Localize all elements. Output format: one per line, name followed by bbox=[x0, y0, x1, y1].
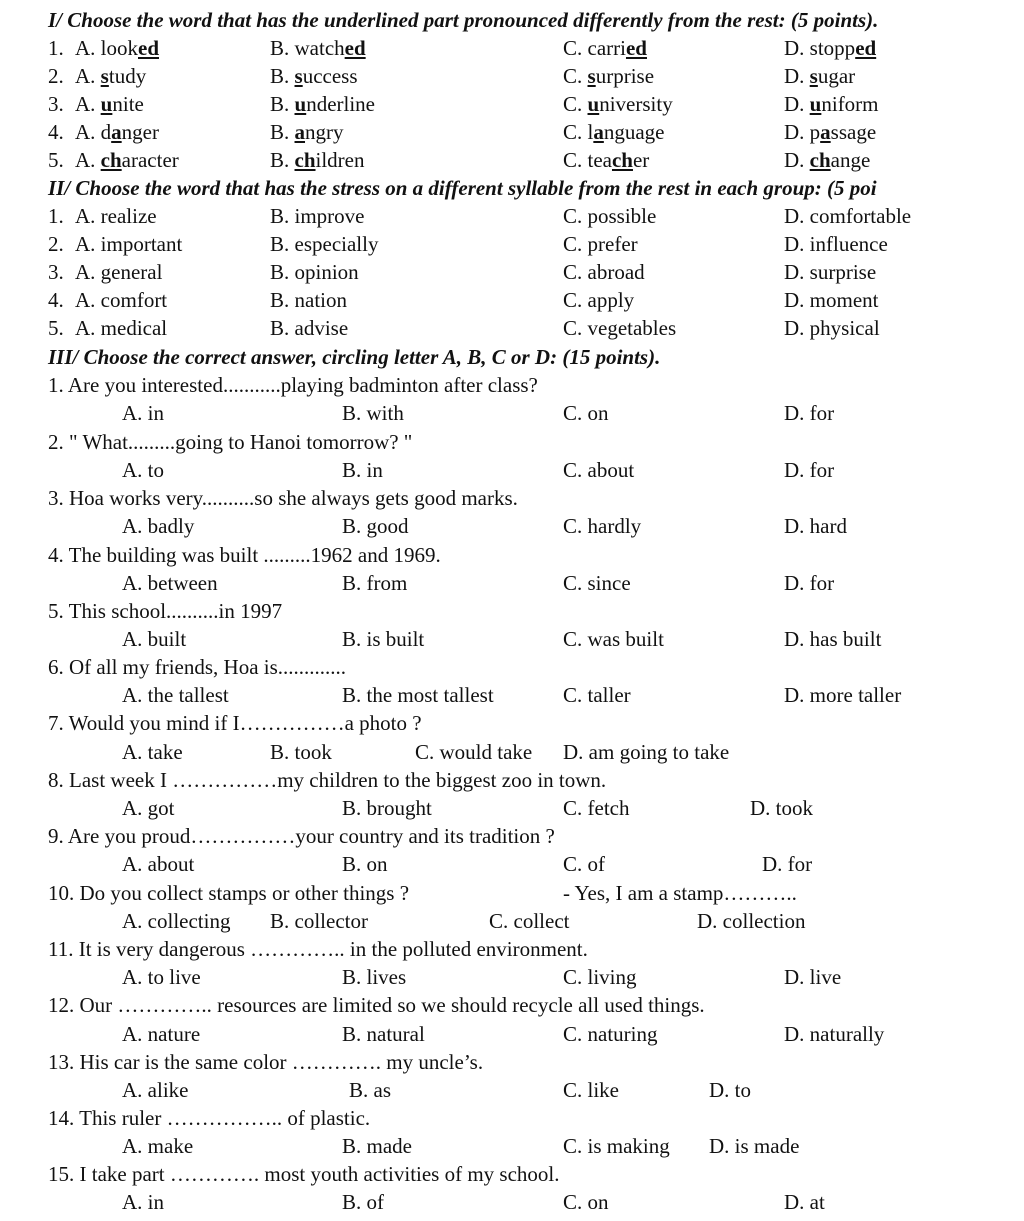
underlined-part: ed bbox=[138, 36, 159, 60]
underlined-part: s bbox=[809, 64, 818, 88]
question-15-options bbox=[0, 1188, 1024, 1216]
option-d: D. for bbox=[762, 852, 813, 876]
option-d: D. live bbox=[784, 965, 842, 989]
option-d: D. physical bbox=[784, 316, 880, 340]
underlined-part: ed bbox=[625, 36, 647, 60]
question-text: 8. Last week I ……………my children to the biggest zoo in town. bbox=[48, 768, 607, 792]
item-number: 2. bbox=[48, 64, 64, 88]
option-b: B. of bbox=[342, 1190, 384, 1214]
question-text: 9. Are you proud……………your country and its tradition ? bbox=[48, 824, 555, 848]
item-number: 4. bbox=[48, 288, 64, 312]
option-b: B. made bbox=[342, 1134, 412, 1158]
option-d: D. for bbox=[784, 458, 835, 482]
option-c: C. university bbox=[563, 92, 673, 116]
underlined-part: ch bbox=[294, 148, 316, 172]
underlined-part: ch bbox=[611, 148, 633, 172]
question-9-options bbox=[0, 850, 1024, 878]
option-d: D. hard bbox=[784, 514, 847, 538]
option-a: A. looked bbox=[75, 36, 159, 60]
option-c: C. on bbox=[563, 401, 609, 425]
underlined-part: ed bbox=[855, 36, 877, 60]
option-d: D. for bbox=[784, 571, 835, 595]
option-d: D. influence bbox=[784, 232, 888, 256]
question-text: 3. Hoa works very..........so she always gets good marks. bbox=[48, 486, 518, 510]
question-text: 6. Of all my friends, Hoa is............. bbox=[48, 655, 347, 679]
item-number: 3. bbox=[48, 260, 64, 284]
option-a: A. about bbox=[122, 852, 195, 876]
item-number: 2. bbox=[48, 232, 64, 256]
option-a: A. in bbox=[122, 1190, 164, 1214]
question-11-options bbox=[0, 963, 1024, 991]
section-2-row-2 bbox=[0, 230, 1024, 258]
option-d: D. is made bbox=[709, 1134, 800, 1158]
item-number: 4. bbox=[48, 120, 64, 144]
section-1-row-4 bbox=[0, 118, 1024, 146]
question-text: 12. Our ………….. resources are limited so we should recycle all used things. bbox=[48, 993, 705, 1017]
question-14 bbox=[0, 1104, 1024, 1132]
question-1 bbox=[0, 371, 1024, 399]
option-b: B. advise bbox=[270, 316, 349, 340]
option-c: C. since bbox=[563, 571, 631, 595]
section-2-row-1 bbox=[0, 202, 1024, 230]
option-b: B. is built bbox=[342, 627, 425, 651]
option-b: B. with bbox=[342, 401, 404, 425]
question-text: 5. This school..........in 1997 bbox=[48, 599, 283, 623]
option-d: D. comfortable bbox=[784, 204, 912, 228]
option-c: C. like bbox=[563, 1078, 619, 1102]
question-6 bbox=[0, 653, 1024, 681]
option-b: B. in bbox=[342, 458, 383, 482]
question-text: 15. I take part …………. most youth activities of my school. bbox=[48, 1162, 560, 1186]
underlined-part: a bbox=[593, 120, 604, 144]
question-15 bbox=[0, 1160, 1024, 1188]
section-1-heading: I/ Choose the word that has the underlined part pronounced differently from the rest: (5 points). bbox=[48, 8, 879, 32]
option-b: B. as bbox=[349, 1078, 391, 1102]
option-a: A. between bbox=[122, 571, 218, 595]
option-c: C. language bbox=[563, 120, 665, 144]
question-text: 4. The building was built .........1962 and 1969. bbox=[48, 543, 441, 567]
option-a: A. collecting bbox=[122, 909, 231, 933]
question-text: 1. Are you interested...........playing badminton after class? bbox=[48, 373, 538, 397]
option-a: A. badly bbox=[122, 514, 195, 538]
option-a: A. unite bbox=[75, 92, 144, 116]
underlined-part: u bbox=[587, 92, 600, 116]
option-a: A. to live bbox=[122, 965, 201, 989]
item-number: 3. bbox=[48, 92, 64, 116]
underlined-part: ch bbox=[100, 148, 122, 172]
section-2-row-4 bbox=[0, 286, 1024, 314]
option-b: B. brought bbox=[342, 796, 432, 820]
option-d: D. has built bbox=[784, 627, 882, 651]
option-b: B. especially bbox=[270, 232, 379, 256]
question-text: 10. Do you collect stamps or other things ? bbox=[48, 881, 410, 905]
option-c: C. was built bbox=[563, 627, 664, 651]
option-d: D. uniform bbox=[784, 92, 879, 116]
question-8-options bbox=[0, 794, 1024, 822]
option-b: B. took bbox=[270, 740, 332, 764]
option-c: C. possible bbox=[563, 204, 657, 228]
option-d: D. at bbox=[784, 1190, 825, 1214]
option-a: A. take bbox=[122, 740, 183, 764]
question-7-options bbox=[0, 738, 1024, 766]
option-c: C. living bbox=[563, 965, 637, 989]
section-1-row-3 bbox=[0, 90, 1024, 118]
option-b: B. natural bbox=[342, 1022, 425, 1046]
option-a: A. to bbox=[122, 458, 164, 482]
option-b: B. on bbox=[342, 852, 388, 876]
question-6-options bbox=[0, 681, 1024, 709]
question-14-options bbox=[0, 1132, 1024, 1160]
option-c: C. is making bbox=[563, 1134, 670, 1158]
section-2-row-3 bbox=[0, 258, 1024, 286]
option-c: C. hardly bbox=[563, 514, 642, 538]
option-c: C. taller bbox=[563, 683, 631, 707]
option-b: B. improve bbox=[270, 204, 365, 228]
option-d: D. sugar bbox=[784, 64, 856, 88]
underlined-part: u bbox=[294, 92, 307, 116]
option-b: B. watched bbox=[270, 36, 366, 60]
option-a: A. nature bbox=[122, 1022, 201, 1046]
option-c: C. carried bbox=[563, 36, 647, 60]
option-c: C. surprise bbox=[563, 64, 655, 88]
item-number: 1. bbox=[48, 204, 64, 228]
section-1-row-2 bbox=[0, 62, 1024, 90]
option-b: B. from bbox=[342, 571, 408, 595]
underlined-part: s bbox=[100, 64, 109, 88]
option-c: C. apply bbox=[563, 288, 635, 312]
option-a: A. character bbox=[75, 148, 179, 172]
option-a: A. got bbox=[122, 796, 175, 820]
question-10 bbox=[0, 879, 1024, 907]
underlined-part: u bbox=[100, 92, 113, 116]
question-4 bbox=[0, 541, 1024, 569]
section-1-row-5 bbox=[0, 146, 1024, 174]
section-3-heading: III/ Choose the correct answer, circling letter A, B, C or D: (15 points). bbox=[48, 345, 661, 369]
option-a: A. built bbox=[122, 627, 187, 651]
question-12 bbox=[0, 991, 1024, 1019]
option-b: B. the most tallest bbox=[342, 683, 494, 707]
option-c: C. naturing bbox=[563, 1022, 658, 1046]
underlined-part: ch bbox=[809, 148, 831, 172]
option-a: A. the tallest bbox=[122, 683, 229, 707]
option-a: A. alike bbox=[122, 1078, 189, 1102]
item-number: 5. bbox=[48, 316, 64, 340]
underlined-part: s bbox=[587, 64, 596, 88]
option-d: D. naturally bbox=[784, 1022, 885, 1046]
underlined-part: s bbox=[294, 64, 303, 88]
option-d: D. am going to take bbox=[563, 740, 730, 764]
option-b: B. success bbox=[270, 64, 358, 88]
question-13 bbox=[0, 1048, 1024, 1076]
option-c: C. prefer bbox=[563, 232, 638, 256]
question-8 bbox=[0, 766, 1024, 794]
question-2-options bbox=[0, 456, 1024, 484]
option-b: B. good bbox=[342, 514, 409, 538]
option-b: B. nation bbox=[270, 288, 347, 312]
option-a: A. comfort bbox=[75, 288, 168, 312]
option-c: C. fetch bbox=[563, 796, 630, 820]
underlined-part: ed bbox=[344, 36, 366, 60]
option-b: B. angry bbox=[270, 120, 344, 144]
option-a: A. medical bbox=[75, 316, 168, 340]
option-a: A. realize bbox=[75, 204, 157, 228]
item-number: 5. bbox=[48, 148, 64, 172]
option-c: C. abroad bbox=[563, 260, 645, 284]
option-d: D. surprise bbox=[784, 260, 877, 284]
option-a: A. make bbox=[122, 1134, 194, 1158]
question-9 bbox=[0, 822, 1024, 850]
question-11 bbox=[0, 935, 1024, 963]
option-d: D. for bbox=[784, 401, 835, 425]
question-text: 13. His car is the same color …………. my uncle’s. bbox=[48, 1050, 484, 1074]
underlined-part: a bbox=[294, 120, 306, 144]
question-3-options bbox=[0, 512, 1024, 540]
option-d: D. change bbox=[784, 148, 871, 172]
item-number: 1. bbox=[48, 36, 64, 60]
option-d: D. to bbox=[709, 1078, 751, 1102]
option-c: C. vegetables bbox=[563, 316, 677, 340]
question-13-options bbox=[0, 1076, 1024, 1104]
question-12-options bbox=[0, 1020, 1024, 1048]
question-2 bbox=[0, 428, 1024, 456]
option-d: D. moment bbox=[784, 288, 879, 312]
underlined-part: a bbox=[820, 120, 831, 144]
section-2-row-5 bbox=[0, 314, 1024, 342]
question-4-options bbox=[0, 569, 1024, 597]
option-a: A. important bbox=[75, 232, 183, 256]
option-c: C. would take bbox=[415, 740, 533, 764]
option-c: C. collect bbox=[489, 909, 570, 933]
section-2-heading: II/ Choose the word that has the stress on a different syllable from the rest in each group: (5 poi bbox=[48, 176, 877, 200]
option-a: A. in bbox=[122, 401, 164, 425]
question-text: 14. This ruler …………….. of plastic. bbox=[48, 1106, 371, 1130]
question-5-options bbox=[0, 625, 1024, 653]
question-text: 2. " What.........going to Hanoi tomorrow? " bbox=[48, 430, 413, 454]
option-b: B. lives bbox=[342, 965, 407, 989]
question-5 bbox=[0, 597, 1024, 625]
question-text: 7. Would you mind if I……………a photo ? bbox=[48, 711, 422, 735]
option-b: B. underline bbox=[270, 92, 376, 116]
question-answer-prompt: - Yes, I am a stamp……….. bbox=[563, 881, 797, 905]
option-c: C. of bbox=[563, 852, 605, 876]
option-c: C. teacher bbox=[563, 148, 650, 172]
question-3 bbox=[0, 484, 1024, 512]
option-a: A. study bbox=[75, 64, 147, 88]
option-d: D. collection bbox=[697, 909, 806, 933]
option-c: C. about bbox=[563, 458, 635, 482]
underlined-part: u bbox=[809, 92, 822, 116]
option-d: D. more taller bbox=[784, 683, 902, 707]
option-b: B. children bbox=[270, 148, 365, 172]
option-c: C. on bbox=[563, 1190, 609, 1214]
question-text: 11. It is very dangerous ………….. in the polluted environment. bbox=[48, 937, 588, 961]
option-d: D. passage bbox=[784, 120, 877, 144]
question-1-options bbox=[0, 399, 1024, 427]
option-d: D. took bbox=[750, 796, 813, 820]
option-b: B. collector bbox=[270, 909, 368, 933]
underlined-part: a bbox=[111, 120, 122, 144]
question-7 bbox=[0, 709, 1024, 737]
section-1-row-1 bbox=[0, 34, 1024, 62]
option-a: A. general bbox=[75, 260, 163, 284]
option-a: A. danger bbox=[75, 120, 159, 144]
question-10-options bbox=[0, 907, 1024, 935]
option-b: B. opinion bbox=[270, 260, 359, 284]
option-d: D. stopped bbox=[784, 36, 877, 60]
